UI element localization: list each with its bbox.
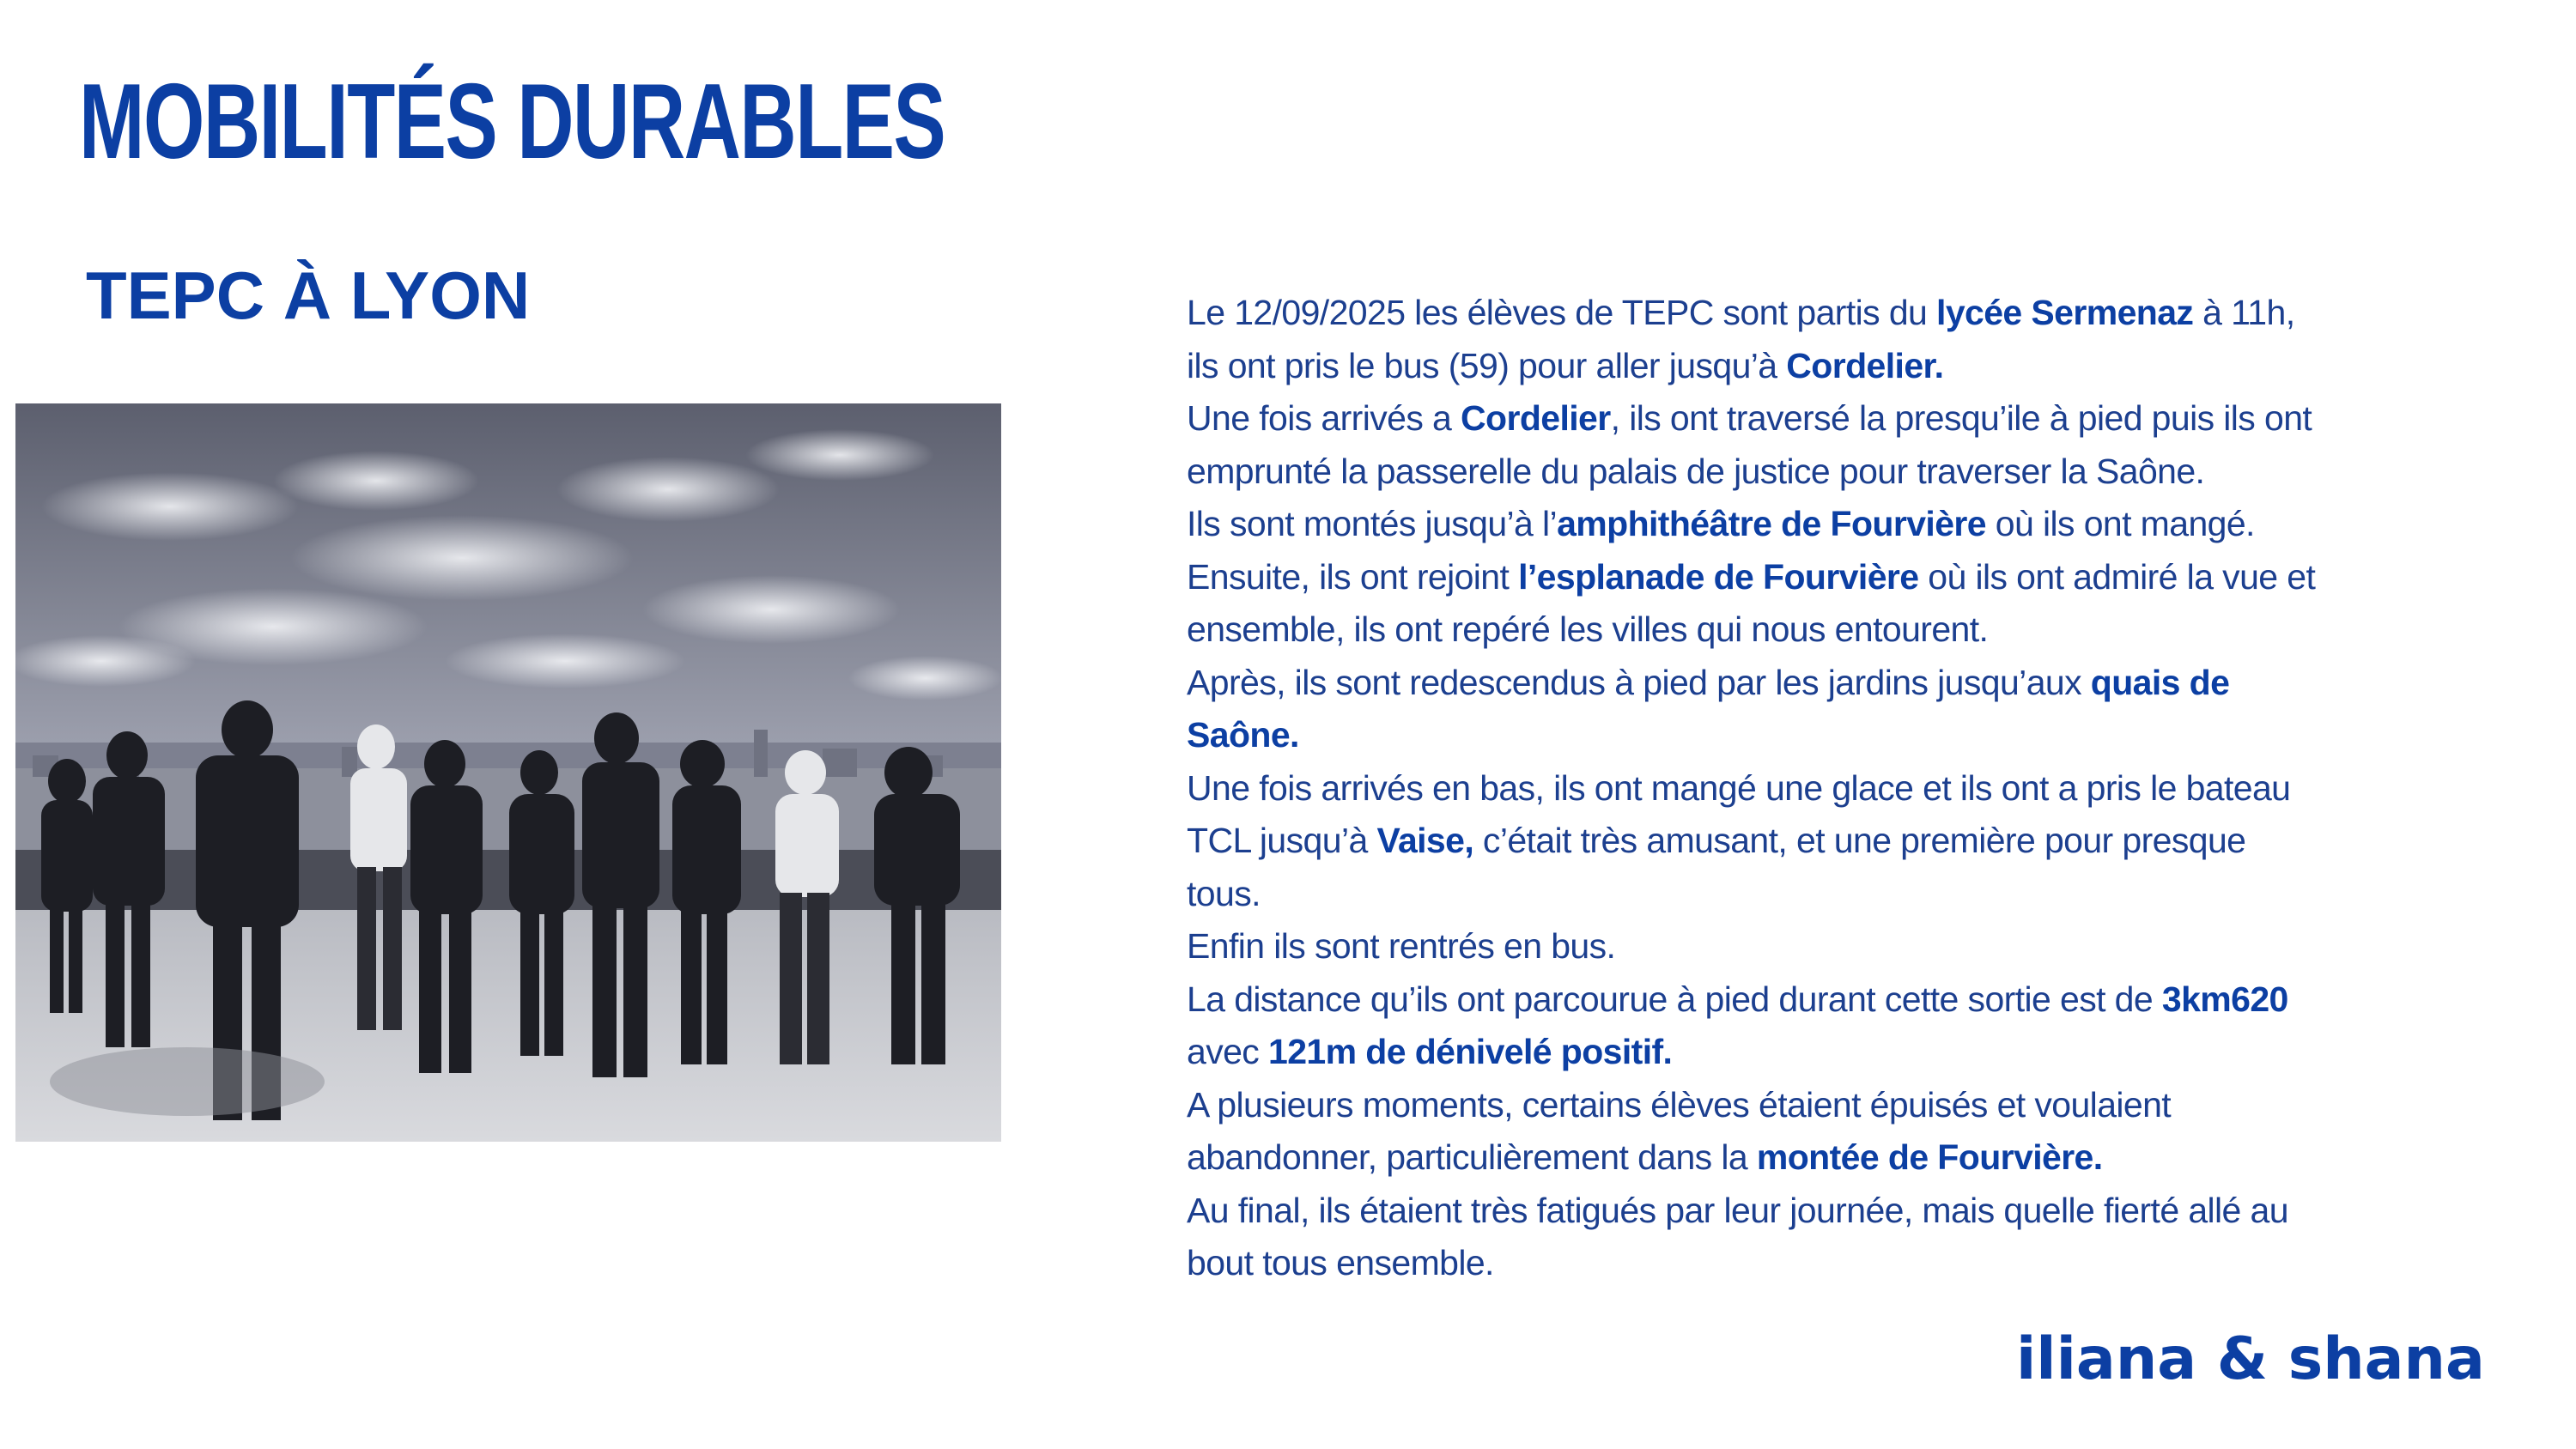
article-text: , ils ont traversé la presqu’ile à pied puis ils ont (1610, 398, 2312, 438)
article-line (1187, 287, 2423, 340)
group-photo-icon (15, 403, 1001, 1142)
article-line (1187, 1237, 2423, 1290)
article-text: TCL jusqu’à (1187, 821, 1377, 860)
article-text: A plusieurs moments, certains élèves étaient épuisés et voulaient (1187, 1084, 2172, 1125)
article-line (1187, 1185, 2423, 1238)
article-highlight: amphithéâtre de Fourvière (1557, 504, 1986, 543)
article-highlight: Saône. (1187, 715, 1299, 755)
article-line (1187, 815, 2423, 868)
article-text: tous. (1187, 873, 1261, 913)
page-subtitle: TEPC À LYON (86, 258, 531, 333)
article-highlight: quais de (2090, 662, 2230, 702)
article-text: abandonner, particulièrement dans la (1187, 1137, 1757, 1177)
article-highlight: 121m de dénivelé positif. (1268, 1032, 1673, 1071)
article-text: où ils ont mangé. (1986, 504, 2255, 543)
page-title: MOBILITÉS DURABLES (79, 63, 945, 181)
article-text: avec (1187, 1032, 1268, 1071)
article-text: ensemble, ils ont repéré les villes qui nous entourent. (1187, 609, 1989, 649)
article-text: La distance qu’ils ont parcourue à pied durant cette sortie est de (1187, 979, 2162, 1019)
article-text: Enfin ils sont rentrés en bus. (1187, 926, 1616, 966)
article-line (1187, 1131, 2423, 1185)
article-line (1187, 762, 2423, 815)
article-text: Ils sont montés jusqu’à l’ (1187, 504, 1558, 543)
article-line (1187, 340, 2423, 393)
article-highlight: montée de Fourvière. (1756, 1137, 2103, 1177)
article-line (1187, 709, 2423, 762)
article-line (1187, 868, 2423, 921)
article-text: Le 12/09/2025 les élèves de TEPC sont partis du (1187, 293, 1937, 332)
article-text: Ensuite, ils ont rejoint (1187, 556, 1519, 597)
article-highlight: 3km620 (2161, 979, 2288, 1019)
article-line (1187, 657, 2423, 710)
article-highlight: Cordelier. (1786, 345, 1944, 385)
article-line (1187, 973, 2423, 1027)
article-text: emprunté la passerelle du palais de justice pour traverser la Saône. (1187, 451, 2205, 491)
article-text: c’était très amusant, et une première pour presque (1473, 821, 2246, 860)
article-line (1187, 446, 2423, 499)
article-text: ils ont pris le bus (59) pour aller jusqu’à (1187, 345, 1787, 385)
article-line (1187, 1026, 2423, 1079)
article-text: bout tous ensemble. (1187, 1243, 1494, 1282)
article-highlight: lycée Sermenaz (1936, 293, 2194, 332)
article-highlight: Cordelier (1461, 398, 1611, 438)
article-line (1187, 498, 2423, 551)
article-text: Une fois arrivés a (1187, 398, 1461, 438)
article-text: Après, ils sont redescendus à pied par les jardins jusqu’aux (1187, 662, 2091, 702)
article-line (1187, 551, 2423, 604)
article-highlight: l’esplanade de Fourvière (1518, 556, 1919, 597)
article-line (1187, 920, 2423, 973)
article-line (1187, 1079, 2423, 1132)
article-highlight: Vaise, (1376, 821, 1474, 860)
article-body (1187, 287, 2423, 1290)
article-line (1187, 603, 2423, 657)
authors-signature: iliana & shana (2016, 1325, 2485, 1393)
article-text: à 11h, (2193, 293, 2295, 332)
article-text: où ils ont admiré la vue et (1918, 556, 2316, 597)
group-photo (15, 403, 1001, 1142)
article-text: Au final, ils étaient très fatigués par leur journée, mais quelle fierté allé au (1187, 1190, 2288, 1230)
article-line (1187, 392, 2423, 446)
article-text: Une fois arrivés en bas, ils ont mangé une glace et ils ont a pris le bateau (1187, 767, 2291, 808)
